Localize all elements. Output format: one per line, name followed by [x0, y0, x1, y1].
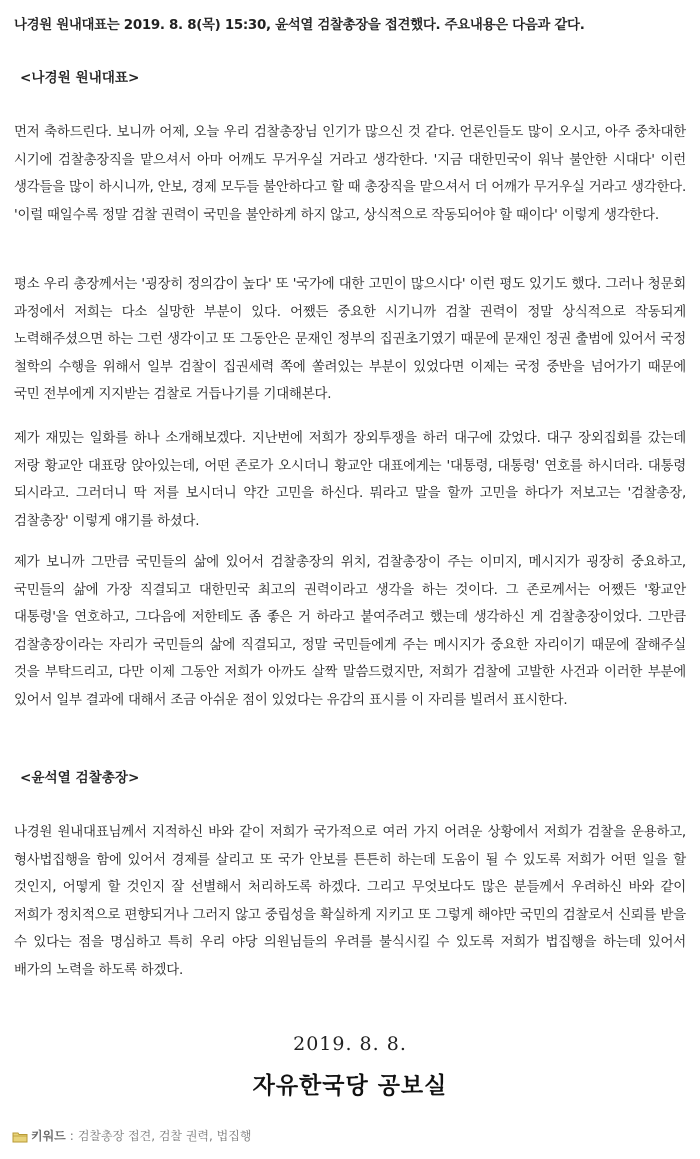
paragraph: 제가 보니까 그만큼 국민들의 삶에 있어서 검찰총장의 위치, 검찰총장이 주는 이미지, 메시지가 굉장히 중요하고, 국민들의 삶에 가장 직결되고 대한민국 최고의 권력이라고 생각을 하는 것이다. 그 존로께서는 어쨌든 '황교안 대통령'을 연호하고, 그다음에 저한테도 좀 좋은 거 하라고 붙여주려고 했는데 생각하신 게 검찰총장이었다. 그만큼 검찰총장이라는 자리가 국민들의 삶에 직결되고, 정말 국민들에게 주는 메시지가 중요한 자리이기 때문에 잘해주실 것을 부탁드리고, 다만 이제 그동안 저희가 아까도 살짝 말씀드렸지만, 저희가 검찰에 고발한 사건과 이러한 부분에 있어서 일부 결과에 대해서 조금 아쉬운 점이 있었다는 유감의 표시를 이 자리를 빌려서 표시한다. — [14, 555, 686, 708]
paragraph: 평소 우리 총장께서는 '굉장히 정의감이 높다' 또 '국가에 대한 고민이 많으시다' 이런 평도 있기도 했다. 그러나 청문회 과정에서 저희는 다소 실망한 부분이 있다. 어쨌든 중요한 시기니까 검찰 권력이 정말 상식적으로 작동되게 노력해주셨으면 하는 그런 생각이고 또 그동안은 문재인 정부의 집권초기였기 때문에 문재인 정권 출범에 있어서 국정 철학의 수행을 위해서 일부 검찰이 집권세력 쪽에 쏠려있는 부분이 있었다면 이제는 국정 중반을 넘어가기 때문에 국민 전부에게 지지받는 검찰로 거듭나기를 기대해본다. — [14, 277, 686, 403]
folder-icon — [12, 1130, 28, 1142]
keywords-separator: : — [69, 1129, 74, 1143]
section-heading-na: <나경원 원내대표> — [20, 70, 140, 86]
release-date: 2019. 8. 8. — [293, 1033, 407, 1055]
intro-text: 나경원 원내대표는 2019. 8. 8(목) 15:30, 윤석열 검찰총장을 접견했다. 주요내용은 다음과 같다. — [14, 18, 585, 33]
section-heading-yoon: <윤석열 검찰총장> — [20, 770, 140, 786]
keywords-line — [12, 1127, 251, 1145]
paragraph: 먼저 축하드린다. 보니까 어제, 오늘 우리 검찰총장님 인기가 많으신 것 같다. 언론인들도 많이 오시고, 아주 중차대한 시기에 검찰총장직을 맡으셔서 아마 어깨도 무거우실 거라고 생각한다. '지금 대한민국이 워낙 불안한 시대다' 이런 생각들을 많이 하시니까, 안보, 경제 모두들 불안하다고 할 때 총장직을 맡으셔서 더 어깨가 무거우실 거라고 생각한다. '이럴 때일수록 정말 검찰 권력이 국민을 불안하게 하지 않고, 상식적으로 작동되어야 할 때이다' 이렇게 생각한다. — [14, 125, 686, 223]
keywords-label: 키워드 — [31, 1129, 66, 1143]
issuer-name: 자유한국당 공보실 — [252, 1073, 448, 1099]
keywords-text: 검찰총장 접견, 검찰 권력, 법집행 — [77, 1129, 252, 1143]
paragraph: 나경원 원내대표님께서 지적하신 바와 같이 저희가 국가적으로 여러 가지 어려운 상황에서 저희가 검찰을 운용하고, 형사법집행을 함에 있어서 경제를 살리고 또 국가 안보를 튼튼히 하는데 도움이 될 수 있도록 저희가 어떤 일을 할 것인지, 어떻게 할 것인지 잘 선별해서 처리하도록 하겠다. 그리고 무엇보다도 많은 분들께서 우려하신 바와 같이 저희가 정치적으로 편향되거나 그러지 않고 중립성을 확실하게 지키고 또 그렇게 해야만 국민의 검찰로서 신뢰를 받을 수 있다는 점을 명심하고 특히 우리 야당 의원님들의 우려를 불식시킬 수 있도록 저희가 법집행을 하는데 있어서 배가의 노력을 하도록 하겠다. — [14, 825, 686, 978]
paragraph: 제가 재밌는 일화를 하나 소개해보겠다. 지난번에 저희가 장외투쟁을 하러 대구에 갔었다. 대구 장외집회를 갔는데 저랑 황교안 대표랑 앉아있는데, 어떤 존로가 오시더니 황교안 대표에게는 '대통령, 대통령' 연호를 하시더라. 대통령 되시라고. 그러더니 딱 저를 보시더니 약간 고민을 하신다. 뭐라고 말을 할까 고민을 하다가 저보고는 '검찰총장, 검찰총장' 이렇게 얘기를 하셨다. — [14, 431, 686, 529]
